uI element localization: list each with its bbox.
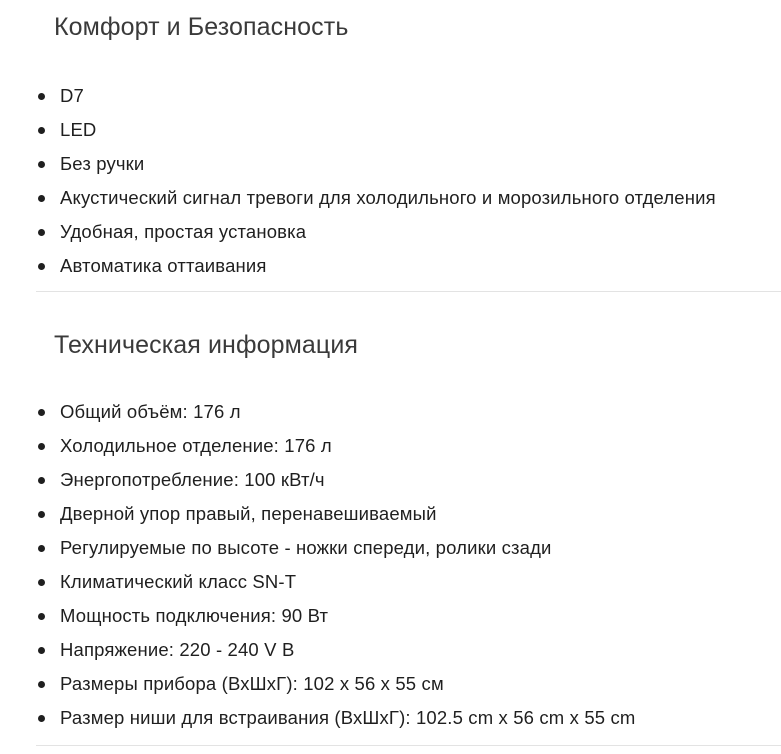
bullet-icon xyxy=(38,127,45,134)
list-item-text: Удобная, простая установка xyxy=(60,221,307,242)
list-item-text: D7 xyxy=(60,85,84,106)
list-item-text: Размер ниши для встраивания (ВхШхГ): 102.5 cm x 56 cm x 55 cm xyxy=(60,707,636,728)
list-item-text: Регулируемые по высоте - ножки спереди, ролики сзади xyxy=(60,537,552,558)
list-item xyxy=(0,181,781,215)
list-item xyxy=(0,249,781,283)
list-item xyxy=(0,599,781,633)
list-item xyxy=(0,701,781,735)
bullet-icon xyxy=(38,681,45,688)
list-item-text: Напряжение: 220 - 240 V В xyxy=(60,639,295,660)
list-item-text: LED xyxy=(60,119,97,140)
comfort-feature-list xyxy=(0,79,781,283)
tech-spec-list xyxy=(0,395,781,735)
list-item-text: Климатический класс SN-T xyxy=(60,571,297,592)
bullet-icon xyxy=(38,263,45,270)
list-item-text: Энергопотребление: 100 кВт/ч xyxy=(60,469,325,490)
bullet-icon xyxy=(38,161,45,168)
bullet-icon xyxy=(38,93,45,100)
bullet-icon xyxy=(38,613,45,620)
bullet-icon xyxy=(38,195,45,202)
bullet-icon xyxy=(38,715,45,722)
list-item xyxy=(0,79,781,113)
list-item xyxy=(0,531,781,565)
list-item-text: Дверной упор правый, перенавешиваемый xyxy=(60,503,437,524)
list-item xyxy=(0,395,781,429)
list-item xyxy=(0,463,781,497)
list-item-text: Без ручки xyxy=(60,153,145,174)
comfort-section-title: Комфорт и Безопасность xyxy=(54,13,349,41)
list-item xyxy=(0,497,781,531)
list-item-text: Холодильное отделение: 176 л xyxy=(60,435,332,456)
list-item-text: Общий объём: 176 л xyxy=(60,401,241,422)
list-item xyxy=(0,113,781,147)
section-divider xyxy=(36,291,781,292)
tech-section-title: Техническая информация xyxy=(54,331,359,359)
list-item xyxy=(0,633,781,667)
list-item xyxy=(0,667,781,701)
bullet-icon xyxy=(38,511,45,518)
bullet-icon xyxy=(38,229,45,236)
bullet-icon xyxy=(38,647,45,654)
list-item xyxy=(0,429,781,463)
bullet-icon xyxy=(38,579,45,586)
list-item-text: Автоматика оттаивания xyxy=(60,255,267,276)
bullet-icon xyxy=(38,443,45,450)
bullet-icon xyxy=(38,545,45,552)
section-divider xyxy=(36,745,781,746)
list-item xyxy=(0,565,781,599)
list-item-text: Мощность подключения: 90 Вт xyxy=(60,605,329,626)
bullet-icon xyxy=(38,409,45,416)
list-item xyxy=(0,147,781,181)
list-item xyxy=(0,215,781,249)
bullet-icon xyxy=(38,477,45,484)
list-item-text: Акустический сигнал тревоги для холодильного и морозильного отделения xyxy=(60,187,716,208)
list-item-text: Размеры прибора (ВхШхГ): 102 x 56 x 55 см xyxy=(60,673,444,694)
